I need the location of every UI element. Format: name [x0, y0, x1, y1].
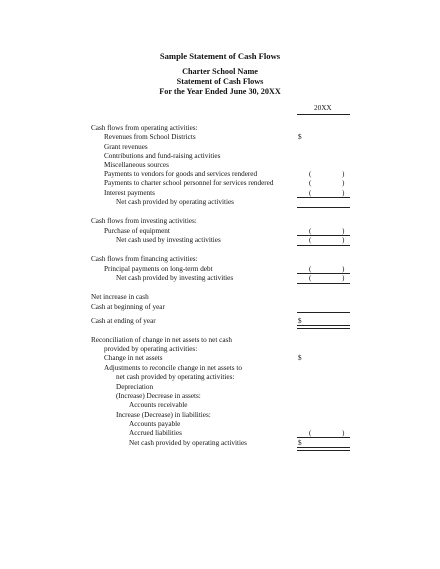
double-underline: [297, 325, 350, 329]
operating-item: Payments to charter school personnel for services rendered: [104, 179, 274, 187]
operating-item: Contributions and fund-raising activities: [104, 152, 221, 160]
subtotal-line: [297, 312, 350, 313]
accounts-receivable-label: Accounts receivable: [129, 401, 188, 409]
open-paren: (: [309, 274, 312, 282]
open-paren: (: [309, 429, 312, 437]
operating-item: Miscellaneous sources: [104, 161, 169, 169]
open-paren: (: [309, 179, 312, 187]
financing-total-label: Net cash provided by investing activities: [116, 274, 234, 282]
financing-item: Principal payments on long-term debt: [104, 265, 213, 273]
total-line: [297, 283, 350, 284]
investing-total-label: Net cash used by investing activities: [116, 236, 221, 244]
cash-beginning-label: Cash at beginning of year: [91, 303, 165, 311]
financing-heading: Cash flows from financing activities:: [91, 255, 198, 263]
liabilities-change-heading: Increase (Decrease) in liabilities:: [116, 411, 211, 419]
dollar-sign: $: [298, 133, 302, 141]
net-increase-label: Net increase in cash: [91, 293, 149, 301]
column-underline: [297, 114, 350, 115]
operating-item: Interest payments: [104, 189, 155, 197]
double-underline: [297, 447, 350, 451]
depreciation-label: Depreciation: [116, 383, 154, 391]
operating-heading: Cash flows from operating activities:: [91, 124, 198, 132]
open-paren: (: [309, 236, 312, 244]
total-line: [297, 245, 350, 246]
close-paren: ): [342, 170, 345, 178]
dollar-sign: $: [298, 317, 302, 325]
investing-heading: Cash flows from investing activities:: [91, 217, 197, 225]
document-title: Sample Statement of Cash Flows: [159, 51, 281, 61]
open-paren: (: [309, 265, 312, 273]
adjustments-label-cont: net cash provided by operating activities:: [116, 373, 235, 381]
close-paren: ): [342, 179, 345, 187]
reconciliation-total-label: Net cash provided by operating activities: [129, 439, 247, 447]
accounts-payable-label: Accounts payable: [129, 420, 181, 428]
period-label: For the Year Ended June 30, 20XX: [159, 87, 281, 96]
operating-item: Payments to vendors for goods and services rendered: [104, 170, 258, 178]
close-paren: ): [342, 236, 345, 244]
total-line: [297, 207, 350, 208]
operating-item: Grant revenues: [104, 143, 148, 151]
school-name: Charter School Name: [182, 67, 258, 76]
reconciliation-heading: Reconciliation of change in net assets to net cash: [91, 336, 232, 344]
open-paren: (: [309, 189, 312, 197]
investing-item: Purchase of equipment: [104, 227, 170, 235]
adjustments-label: Adjustments to reconcile change in net assets to: [104, 364, 242, 372]
close-paren: ): [342, 274, 345, 282]
subtotal-line: [297, 437, 350, 438]
close-paren: ): [342, 429, 345, 437]
year-column-header: 20XX: [314, 104, 332, 112]
close-paren: ): [342, 189, 345, 197]
operating-total-label: Net cash provided by operating activities: [116, 198, 234, 206]
close-paren: ): [342, 227, 345, 235]
dollar-sign: $: [298, 439, 302, 447]
reconciliation-heading-cont: provided by operating activities:: [104, 345, 198, 353]
change-in-net-assets-label: Change in net assets: [104, 354, 163, 362]
close-paren: ): [342, 265, 345, 273]
open-paren: (: [309, 227, 312, 235]
assets-change-heading: (Increase) Decrease in assets:: [116, 392, 201, 400]
open-paren: (: [309, 170, 312, 178]
accrued-liabilities-label: Accrued liabilities: [129, 429, 182, 437]
operating-item: Revenues from School Districts: [104, 133, 196, 141]
cash-ending-label: Cash at ending of year: [91, 317, 156, 325]
dollar-sign: $: [298, 354, 302, 362]
statement-name: Statement of Cash Flows: [176, 77, 264, 86]
subtotal-line: [297, 197, 350, 198]
